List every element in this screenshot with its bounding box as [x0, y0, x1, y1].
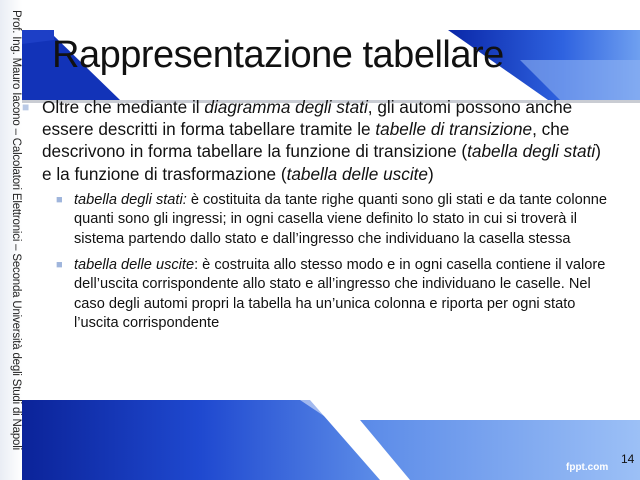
sub-bullet-square-icon: ■ [56, 193, 63, 206]
text-run-italic: tabelle di transizione [375, 119, 533, 140]
text-run-italic: tabella degli stati: [74, 191, 187, 208]
bullet-1-text [42, 96, 607, 185]
page-number: 14 [621, 452, 635, 466]
text-run: , gli automi possono anche essere descritti in forma tabellare tramite le [42, 97, 573, 140]
fppt-logo: fppt.com [566, 462, 609, 473]
sub-bullet-1-text [74, 191, 622, 250]
sub-bullet-1 [56, 191, 622, 250]
sub-bullet-square-icon: ■ [56, 258, 63, 271]
sub-bullet-2 [56, 256, 622, 334]
slide-title: Rappresentazione tabellare [52, 34, 504, 76]
slide-content [22, 96, 622, 340]
text-run-italic: tabella degli stati [467, 141, 596, 162]
text-run: è costituita da tante righe quanti sono gli stati e da tante colonne quanti sono gli ingressi; in ogni casella viene definito lo stato in cui si troverà il sistema partendo dallo stato e dall’ingresso che individuano la casella stessa [74, 191, 608, 247]
text-run: : è costruita allo stesso modo e in ogni casella contiene il valore dell’uscita corrispondente allo stato e all’ingresso che individuano le caselle. Nel caso degli automi propri la tabella ha un’unica colonna e riporta per ogni stato l’uscita corrispondente [74, 256, 606, 332]
bullet-square-icon: ■ [22, 100, 30, 114]
text-run: ) e la funzione di trasformazione ( [42, 141, 601, 184]
sub-bullet-2-text [74, 256, 622, 334]
text-run: Oltre che mediante il [42, 97, 205, 117]
text-run-italic: diagramma degli stati [204, 97, 368, 117]
text-run-italic: tabella delle uscite [286, 163, 428, 184]
text-run: ) [428, 163, 434, 184]
text-run-italic: tabella delle uscite [74, 256, 195, 273]
side-author-label: Prof. Ing. Mauro Iacono – Calcolatori Elettronici – Seconda Università degli Studi di Napoli [10, 10, 22, 450]
bullet-1 [22, 96, 622, 185]
text-run: , che descrivono in forma tabellare la funzione di transizione ( [42, 119, 570, 162]
bottom-band-gap [300, 400, 640, 420]
sub-bullets [22, 191, 622, 334]
